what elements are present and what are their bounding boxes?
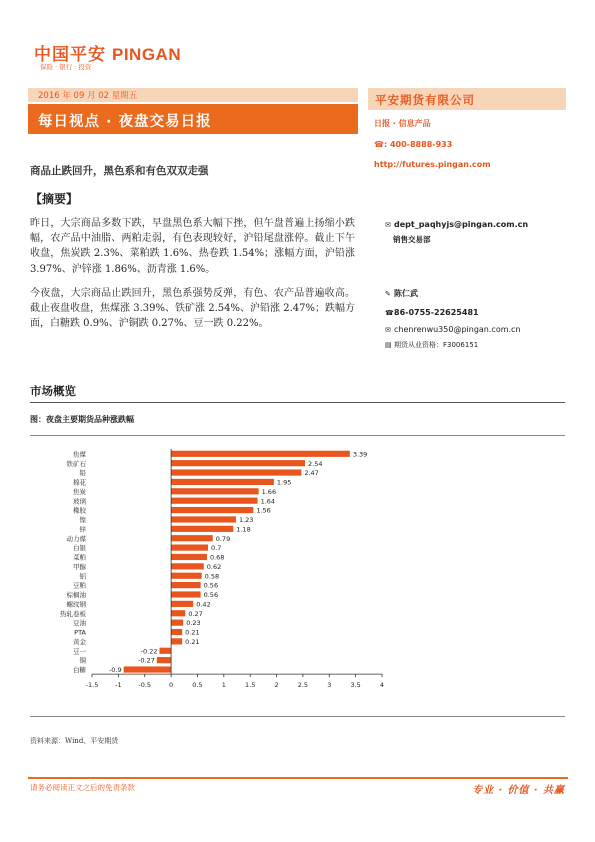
summary-paragraph-1: 昨日，大宗商品多数下跌，早盘黑色系大幅下挫，但午盘普遍上扬缩小跌幅，农产品中油脂、两粕走弱，有色表现较好，沪铅尾盘涨停。截止下午收盘，焦炭跌 2.3%、菜粕跌 1.6%、热卷跌 1.54%；涨幅方面，沪铅涨 3.97%、沪锌涨 1.86%、沥青涨 1.6%。 — [30, 218, 355, 275]
logo-english: PINGAN — [112, 45, 182, 64]
report-title: 每日视点 · 夜盘交易日报 — [38, 114, 212, 130]
value-label-17: 0.27 — [188, 609, 203, 618]
bar-21 — [159, 648, 171, 654]
category-label-3: 棉花 — [73, 478, 86, 487]
x-tick-label-9: 3 — [327, 681, 332, 690]
mail-icon: ✉ — [385, 326, 391, 334]
bar-1 — [171, 460, 305, 466]
category-label-2: 铅 — [79, 469, 86, 478]
figure-caption: 图：夜盘主要期货品种涨跌幅 — [30, 415, 134, 424]
license — [385, 340, 478, 350]
bar-3 — [171, 479, 274, 485]
value-label-10: 0.7 — [211, 544, 222, 553]
value-label-6: 1.56 — [256, 506, 271, 515]
dept-name: 销售交易部 — [393, 235, 431, 244]
bar-16 — [171, 601, 193, 607]
footer-line — [28, 777, 568, 779]
value-label-5: 1.64 — [260, 497, 276, 506]
bar-0 — [171, 451, 350, 457]
category-label-11: 菜粕 — [73, 553, 86, 562]
category-label-0: 焦煤 — [73, 450, 86, 459]
category-label-5: 玻璃 — [73, 497, 86, 506]
category-label-23: 白糖 — [73, 666, 86, 675]
value-label-9: 0.79 — [215, 534, 231, 543]
bar-14 — [171, 582, 201, 588]
value-label-18: 0.23 — [186, 619, 201, 628]
x-tick-label-6: 1.5 — [245, 681, 256, 690]
analyst — [385, 288, 418, 299]
company-name: 平安期货有限公司 — [368, 88, 566, 110]
value-label-13: 0.58 — [204, 572, 220, 581]
bar-20 — [171, 638, 182, 644]
value-label-21: -0.22 — [140, 647, 158, 656]
bar-18 — [171, 620, 183, 626]
x-tick-label-7: 2 — [274, 681, 279, 690]
divider — [30, 716, 565, 717]
value-label-3: 1.95 — [276, 478, 292, 487]
value-label-1: 2.54 — [308, 459, 323, 468]
date-bar — [28, 88, 358, 102]
bar-8 — [171, 526, 233, 532]
bar-13 — [171, 573, 202, 579]
x-tick-label-8: 2.5 — [297, 681, 309, 690]
summary-label: 【摘要】 — [30, 192, 79, 206]
bar-22 — [157, 657, 171, 663]
report-category: 日报 · 信息产品 — [374, 119, 431, 128]
value-label-16: 0.42 — [196, 600, 211, 609]
category-label-16: 螺纹钢 — [66, 600, 86, 609]
market-heading: 市场概览 — [30, 384, 76, 398]
side-panel — [368, 88, 566, 174]
mail-icon: ✉ — [385, 221, 391, 229]
category-label-21: 豆一 — [73, 647, 86, 656]
bar-7 — [171, 516, 236, 522]
analyst-name: 陈仁武 — [394, 289, 418, 298]
analyst-email-text: chenrenwu350@pingan.com.cn — [394, 325, 521, 334]
phone-icon: ☎ — [385, 309, 394, 317]
bar-11 — [171, 554, 207, 560]
headline: 商品止跌回升，黑色系和有色双双走强 — [30, 165, 209, 177]
bar-12 — [171, 563, 204, 569]
category-label-20: 黄金 — [73, 637, 86, 646]
category-label-18: 豆油 — [73, 619, 86, 628]
category-label-13: 铝 — [79, 572, 86, 581]
slogan: 专业 · 价值 · 共赢 — [472, 785, 565, 796]
logo-tagline: 保险 · 银行 · 投资 — [40, 63, 92, 71]
phone-icon: ☎: — [374, 140, 388, 149]
category-label-22: 铜 — [79, 656, 86, 665]
category-label-12: 甲醇 — [73, 562, 86, 571]
hotline — [368, 140, 566, 154]
license-text: 期货从业资格：F3006151 — [394, 341, 479, 349]
value-label-12: 0.62 — [206, 562, 222, 571]
logo-chinese: 中国平安 — [34, 45, 106, 65]
divider — [30, 435, 565, 436]
bar-6 — [171, 507, 253, 513]
category-label-19: PTA — [74, 628, 86, 637]
x-tick-label-2: -0.5 — [138, 681, 152, 690]
category-label-9: 动力煤 — [66, 534, 86, 543]
change-bar-chart — [30, 440, 565, 710]
value-label-4: 1.66 — [261, 487, 277, 496]
value-label-20: 0.21 — [185, 637, 200, 646]
bar-10 — [171, 545, 208, 551]
data-source: 资料来源：Wind、平安期货 — [30, 737, 119, 745]
x-tick-label-4: 0.5 — [192, 681, 203, 690]
value-label-7: 1.23 — [238, 516, 254, 525]
bar-2 — [171, 469, 301, 475]
category-label-6: 橡胶 — [73, 506, 86, 515]
x-tick-label-10: 3.5 — [350, 681, 361, 690]
category-label-4: 焦炭 — [73, 487, 86, 496]
dept-email-text: dept_paqhyjs@pingan.com.cn — [394, 220, 529, 229]
category-label-8: 锌 — [79, 525, 86, 534]
value-label-8: 1.18 — [236, 525, 251, 534]
value-label-11: 0.68 — [209, 553, 225, 562]
analyst-email[interactable] — [385, 325, 521, 334]
category-label-17: 热轧卷板 — [60, 609, 86, 618]
x-tick-label-5: 1 — [221, 681, 226, 690]
bar-9 — [171, 535, 213, 541]
value-label-2: 2.47 — [304, 469, 319, 478]
category-label-1: 铁矿石 — [66, 459, 86, 468]
hotline-number: 400-8888-933 — [389, 140, 453, 149]
divider — [30, 402, 565, 403]
category-label-10: 白银 — [73, 544, 86, 553]
value-label-15: 0.56 — [203, 591, 219, 600]
bar-5 — [171, 498, 257, 504]
id-card-icon: ▤ — [385, 341, 392, 349]
category-label-14: 豆粕 — [73, 581, 86, 590]
website-link[interactable]: http://futures.pingan.com — [374, 160, 491, 169]
bar-19 — [171, 629, 182, 635]
report-date: 2016 年 09 月 02 星期五 — [38, 91, 138, 101]
value-label-23: -0.9 — [108, 666, 122, 675]
value-label-0: 3.39 — [352, 450, 368, 459]
bar-23 — [124, 666, 171, 672]
pen-icon: ✎ — [385, 290, 391, 298]
x-tick-label-0: -1.5 — [85, 681, 99, 690]
value-label-14: 0.56 — [203, 581, 219, 590]
value-label-19: 0.21 — [185, 628, 200, 637]
bar-4 — [171, 488, 259, 494]
x-tick-label-3: 0 — [169, 681, 174, 690]
category-label-7: 镍 — [79, 516, 86, 525]
value-label-22: -0.27 — [138, 656, 155, 665]
dept-email[interactable] — [385, 220, 528, 229]
x-tick-label-11: 4 — [379, 681, 385, 690]
bar-17 — [171, 610, 185, 616]
analyst-phone-text: 86-0755-22625481 — [394, 308, 479, 317]
summary-paragraph-2: 今夜盘，大宗商品止跌回升，黑色系强势反弹，有色、农产品普遍收高。截止夜盘收盘，焦煤涨 3.39%、铁矿涨 2.54%、沪铅涨 2.47%；跌幅方面，白糖跌 0.9%、沪铜跌 0.27%、豆一跌 0.22%。 — [30, 288, 355, 330]
category-label-15: 棕榈油 — [66, 591, 86, 600]
bar-15 — [171, 591, 201, 597]
disclaimer-link[interactable]: 请务必阅读正文之后的免责条款 — [30, 783, 135, 792]
x-tick-label-1: -1 — [115, 681, 122, 690]
analyst-phone — [385, 308, 479, 317]
title-bar — [28, 104, 358, 134]
